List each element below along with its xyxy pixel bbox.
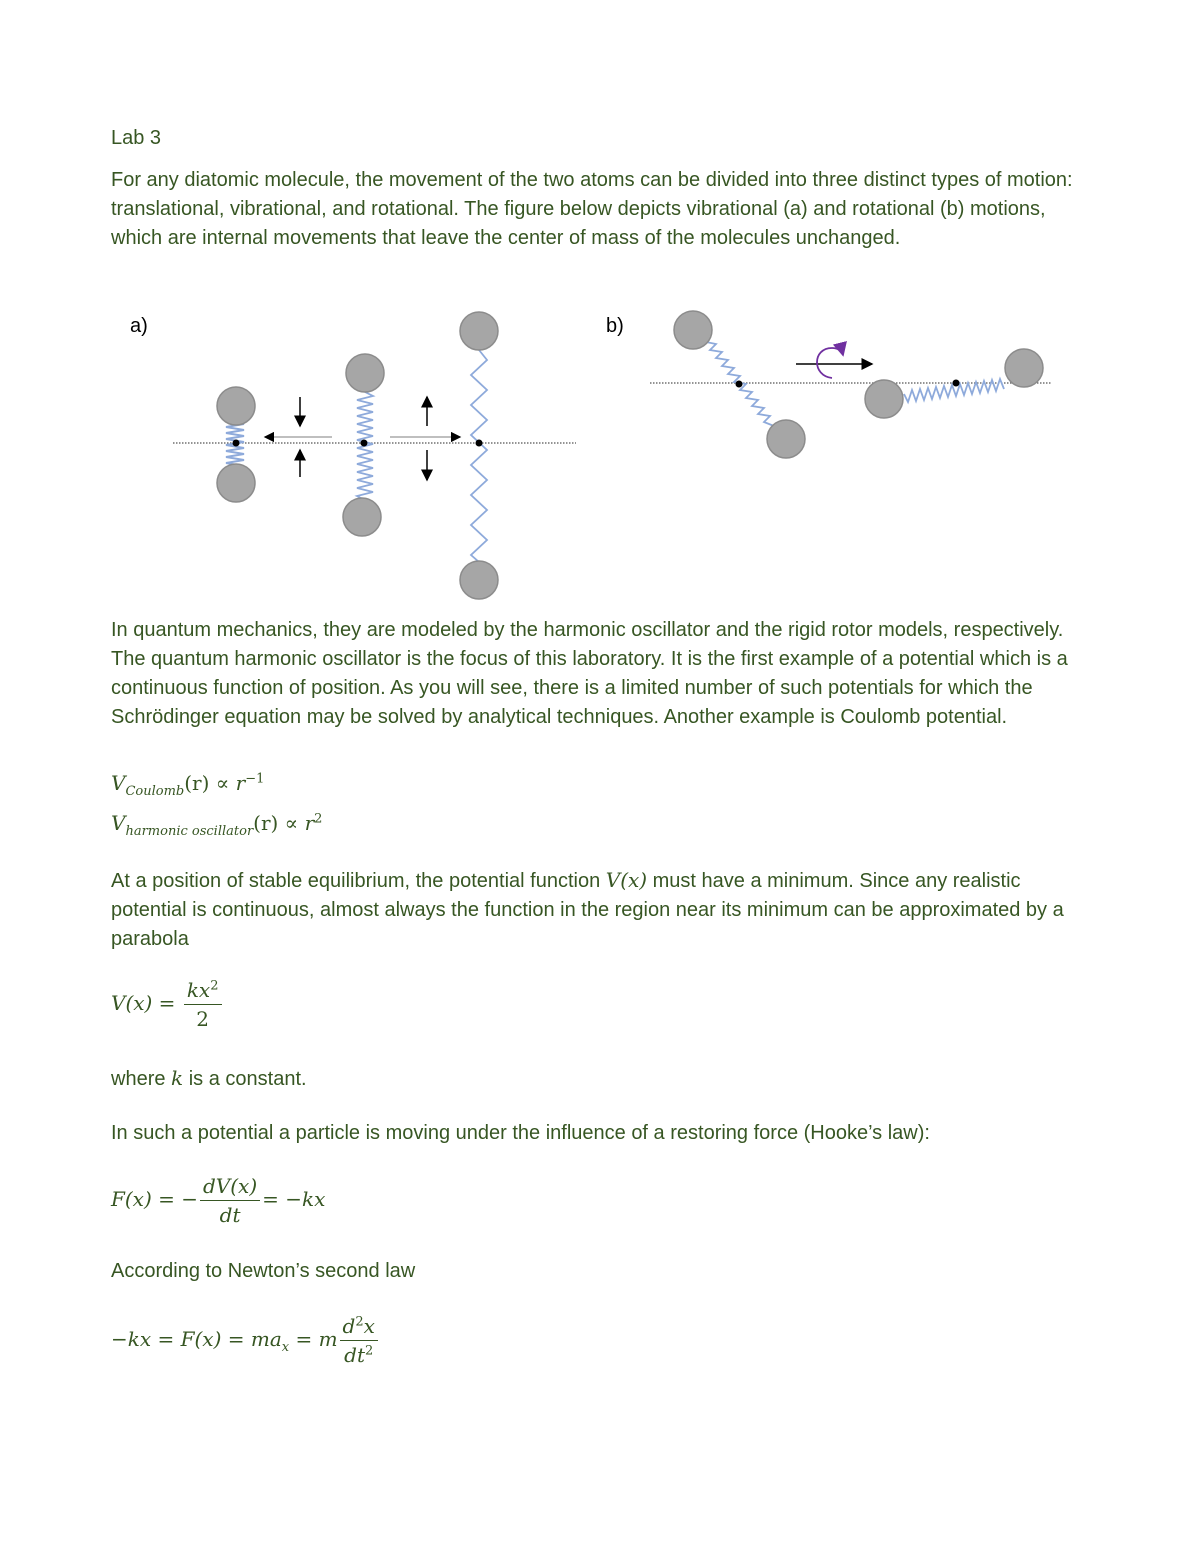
intro-paragraph: For any diatomic molecule, the movement of the two atoms can be divided into three distinct types of motion: translational, vibrational, and rotational. The figure below depicts vibrational (a) and rotational (b) motions, which are internal movements that leave the center of mass of the molecules unchanged.: [111, 169, 1073, 249]
equilibrium-paragraph: At a position of stable equilibrium, the potential function V(x) must have a minimum. Since any realistic potential is continuous, almost always the function in the region near its minimum can be approximated by a parabola: [111, 868, 1064, 950]
equation-harmonic: $V_{harmonic oscillator}(r) \propto r^2$: [111, 811, 323, 839]
equation-force: F(x) = − $\frac{dV(x)}{dt}$ = −kx: [111, 1174, 326, 1227]
atom-icon: [346, 354, 384, 392]
molecule-rotating-horizontal: [865, 349, 1043, 418]
where-k-line: where k is a constant.: [111, 1066, 307, 1090]
figure-label-a: a): [130, 315, 148, 337]
atom-icon: [460, 561, 498, 599]
center-of-mass-dot-icon: [953, 380, 960, 387]
spring-icon: [471, 350, 487, 562]
newton-paragraph: According to Newton’s second law: [111, 1260, 416, 1282]
atom-icon: [343, 498, 381, 536]
figure-label-b: b): [606, 315, 624, 337]
rotation-arrow-icon: [817, 348, 843, 378]
quantum-paragraph: In quantum mechanics, they are modeled by the harmonic oscillator and the rigid rotor models, respectively. The quantum harmonic oscillator is the focus of this laboratory. It is the first example of a potential which is a continuous function of position. As you will see, there is a limited number of such potentials for which the Schrödinger equation may be solved by analytical techniques. Another example is Coulomb potential.: [111, 619, 1068, 728]
atom-icon: [767, 420, 805, 458]
center-of-mass-dot-icon: [476, 440, 483, 447]
molecule-rotating-tilted: [674, 311, 805, 458]
figure-svg: [0, 300, 1200, 610]
atom-icon: [674, 311, 712, 349]
atom-icon: [217, 387, 255, 425]
molecule-stretched: [460, 312, 498, 599]
hooke-paragraph: In such a potential a particle is moving under the influence of a restoring force (Hooke’s law):: [111, 1122, 930, 1144]
center-of-mass-dot-icon: [736, 381, 743, 388]
molecule-compressed: [217, 387, 255, 502]
atom-icon: [865, 380, 903, 418]
equation-parabola: V(x) = $\frac{kx^2}{2}$: [111, 978, 224, 1031]
equation-newton: $-kx = F(x) = ma_x = m$ $\frac{d^2x}{dt^2}$: [111, 1314, 380, 1367]
molecule-equilibrium: [343, 354, 384, 536]
equation-coulomb: $V_{Coulomb}(r) \propto r^{-1}$: [111, 771, 265, 799]
atom-icon: [217, 464, 255, 502]
page-title: Lab 3: [111, 127, 162, 149]
atom-icon: [460, 312, 498, 350]
center-of-mass-dot-icon: [233, 440, 240, 447]
center-of-mass-dot-icon: [361, 440, 368, 447]
molecule-motion-figure: [0, 300, 1200, 610]
atom-icon: [1005, 349, 1043, 387]
